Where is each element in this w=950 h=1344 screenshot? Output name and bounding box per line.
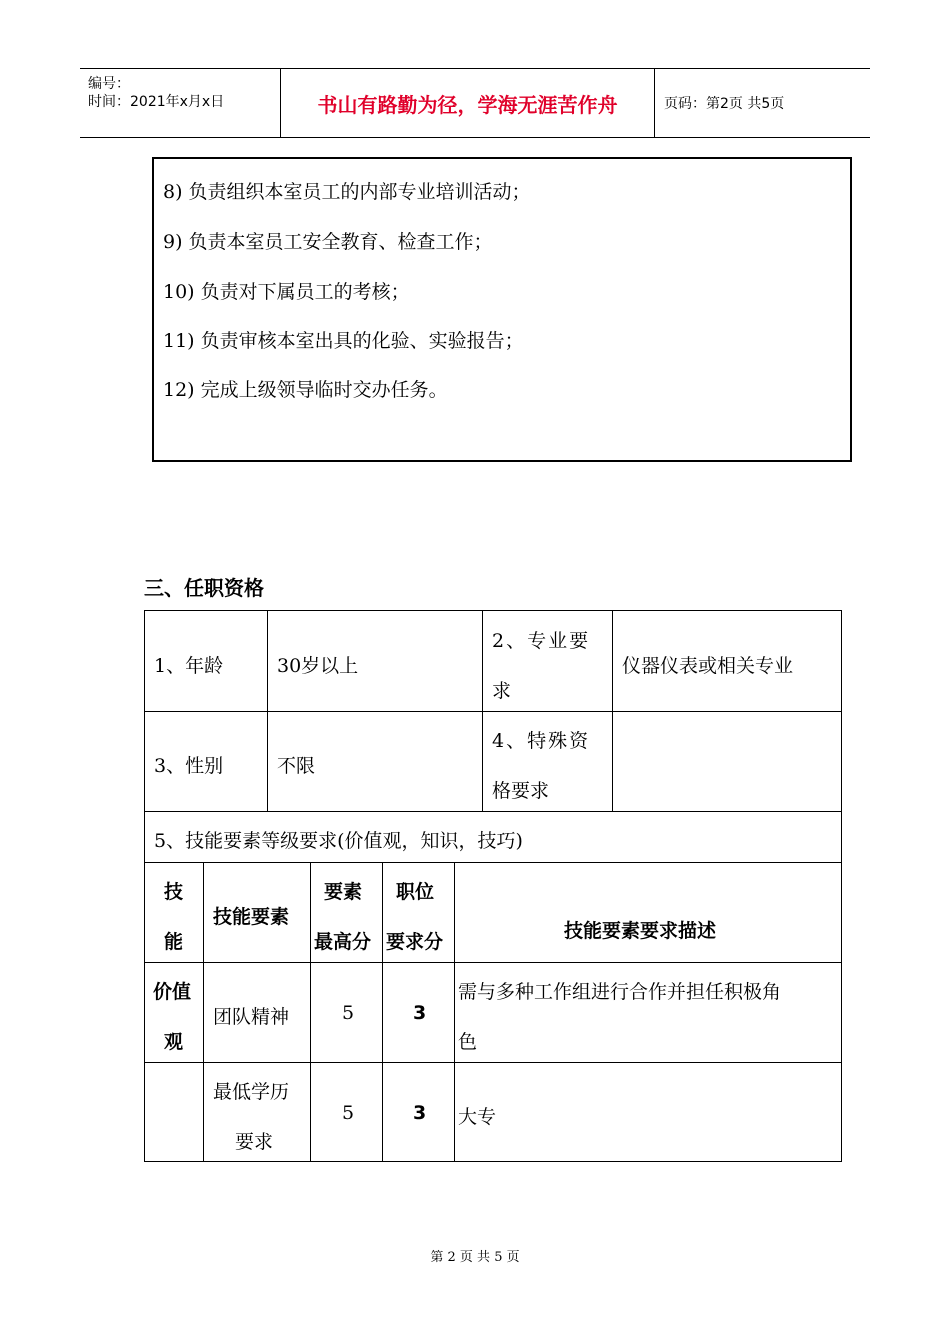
row2-max: 5 (342, 1102, 355, 1124)
major-value-cell (612, 610, 842, 711)
major-label-line2: 求 (492, 680, 512, 702)
header-required-cell (382, 862, 455, 962)
age-value: 30岁以上 (277, 655, 359, 677)
header-skill-line1: 技 (164, 881, 184, 903)
gender-label: 3、性别 (154, 755, 224, 777)
row1-desc-cell (454, 962, 842, 1062)
duties-box (152, 157, 852, 462)
header-skill-cell (144, 862, 204, 962)
duty-item: 12) 完成上级领导临时交办任务。 (163, 379, 448, 401)
skills-title: 5、技能要素等级要求(价值观，知识，技巧) (154, 830, 523, 852)
row2-desc-cell (454, 1062, 842, 1162)
time-label: 时间：2021年x月x日 (88, 94, 225, 110)
page-info: 页码：第2页 共5页 (664, 96, 785, 112)
row1-required: 3 (413, 1002, 427, 1024)
skills-title-cell (144, 811, 842, 862)
major-label-line1: 2、专业要 (492, 630, 591, 652)
header-max-cell (310, 862, 383, 962)
qualification-table (144, 610, 842, 1162)
row1-required-cell (382, 962, 455, 1062)
major-value: 仪器仪表或相关专业 (622, 655, 794, 677)
row1-element: 团队精神 (213, 1006, 290, 1028)
header-desc: 技能要素要求描述 (564, 920, 717, 942)
row1-max-cell (310, 962, 383, 1062)
age-value-cell (267, 610, 483, 711)
header-element: 技能要素 (213, 906, 290, 928)
row1-max: 5 (342, 1002, 355, 1024)
row1-category-line2: 观 (164, 1031, 184, 1053)
row1-category-line1: 价值 (153, 981, 192, 1003)
row1-desc-line1: 需与多种工作组进行合作并担任积极角 (458, 981, 782, 1003)
serial-label: 编号： (88, 76, 130, 92)
row2-element-line1: 最低学历 (213, 1081, 290, 1103)
row1-element-cell (203, 962, 311, 1062)
age-label: 1、年龄 (154, 655, 224, 677)
page-footer: 第 2 页 共 5 页 (430, 1250, 520, 1265)
header-max-line1: 要素 (324, 881, 363, 903)
row2-max-cell (310, 1062, 383, 1162)
row2-element-line2: 要求 (235, 1131, 274, 1153)
special-label-line2: 格要求 (492, 780, 550, 802)
header-element-cell (203, 862, 311, 962)
duty-item: 8) 负责组织本室员工的内部专业培训活动； (163, 181, 531, 203)
duty-item: 11) 负责审核本室出具的化验、实验报告； (163, 330, 524, 352)
gender-value-cell (267, 711, 483, 811)
motto: 书山有路勤为径，学海无涯苦作舟 (281, 69, 655, 137)
section-title: 三、任职资格 (144, 576, 264, 600)
header-required-line1: 职位 (396, 881, 435, 903)
row2-required-cell (382, 1062, 455, 1162)
special-label-cell (482, 711, 613, 811)
row1-category-cell (144, 962, 204, 1062)
age-label-cell (144, 610, 268, 711)
row2-desc-line1: 大专 (458, 1106, 497, 1128)
special-value-cell (612, 711, 842, 811)
header-max-line2: 最高分 (314, 931, 372, 953)
gender-value: 不限 (277, 755, 316, 777)
row2-element-cell (203, 1062, 311, 1162)
header-skill-line2: 能 (164, 931, 184, 953)
gender-label-cell (144, 711, 268, 811)
page-header (80, 68, 870, 138)
header-desc-cell (454, 862, 842, 962)
header-required-line2: 要求分 (386, 931, 444, 953)
row2-category-cell (144, 1062, 204, 1162)
duty-item: 9) 负责本室员工安全教育、检查工作； (163, 231, 493, 253)
header-meta-cell (80, 69, 281, 137)
duty-item: 10) 负责对下属员工的考核； (163, 281, 410, 303)
major-label-cell (482, 610, 613, 711)
special-label-line1: 4、特殊资 (492, 730, 591, 752)
row2-required: 3 (413, 1102, 427, 1124)
row1-desc-line2: 色 (458, 1031, 478, 1053)
